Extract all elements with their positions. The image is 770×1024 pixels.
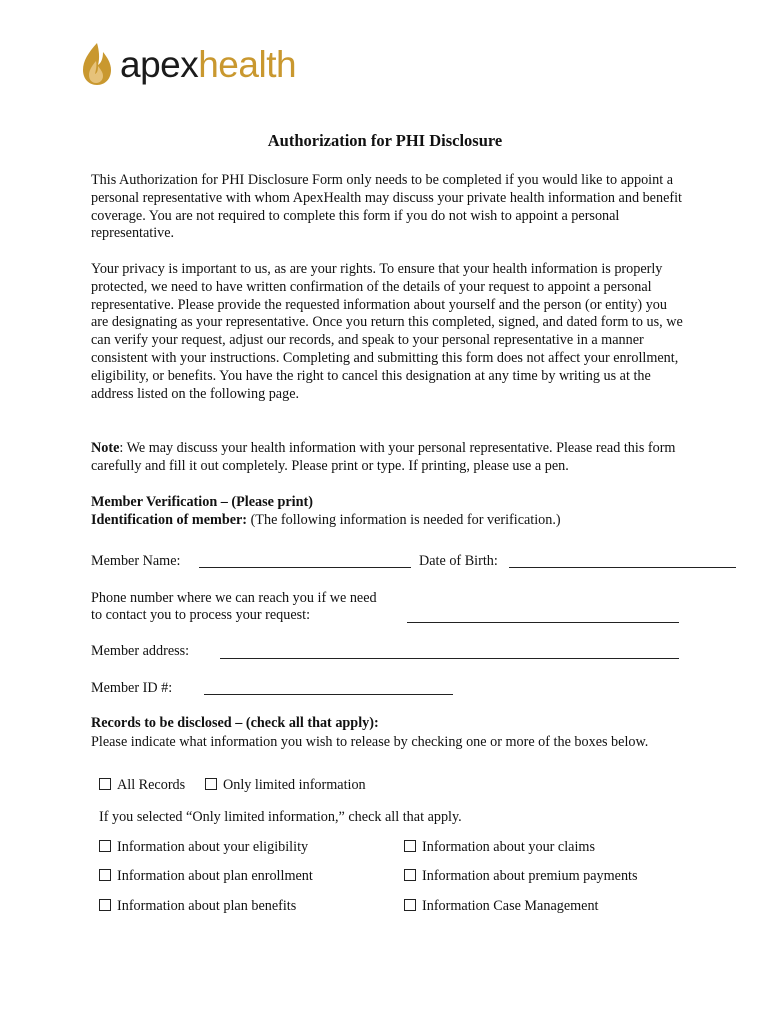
option-plan-enrollment[interactable]: [99, 867, 313, 885]
page-title: Authorization for PHI Disclosure: [267, 131, 503, 150]
checkbox-eligibility[interactable]: [99, 840, 111, 852]
note-paragraph: [91, 440, 686, 476]
member-verification-heading: Member Verification – (Please print): [91, 494, 313, 510]
option-case-management-label: Information Case Management: [422, 898, 599, 914]
checkbox-premium-payments[interactable]: [404, 869, 416, 881]
checkbox-plan-enrollment[interactable]: [99, 869, 111, 881]
option-plan-benefits[interactable]: [99, 897, 296, 915]
phone-label-line2: to contact you to process your request:: [91, 607, 311, 623]
option-case-management[interactable]: [404, 897, 599, 915]
member-address-label: Member address:: [91, 643, 190, 659]
checkbox-case-management[interactable]: [404, 899, 416, 911]
checkbox-plan-benefits[interactable]: [99, 899, 111, 911]
dob-field[interactable]: [509, 567, 736, 568]
checkbox-claims[interactable]: [404, 840, 416, 852]
option-claims-label: Information about your claims: [422, 839, 595, 855]
option-plan-enrollment-label: Information about plan enrollment: [117, 868, 313, 884]
apexhealth-logo: [80, 38, 296, 90]
intro-paragraph-2: Your privacy is important to us, as are your rights. To ensure that your health information is properly protected, we need to have written confirmation of the details of your request to appoint a personal representative. Please provide the requested information about yourself and the person (or entity) you are designating as your representative. Once you return this completed, signed, and dated form to us, we can verify your request, adjust our records, and speak to your personal representative in a manner consistent with your instructions. Completing and submitting this form does not affect your enrollment, eligibility, or benefits. You have the right to cancel this designation at any time by writing us at the address listed on the following page.: [91, 261, 683, 402]
logo-wordmark: [120, 43, 297, 85]
limited-prompt: If you selected “Only limited information,” check all that apply.: [99, 809, 462, 825]
option-premium-payments-label: Information about premium payments: [422, 868, 638, 884]
note-text: : We may discuss your health information with your personal representative. Please read this form carefully and fill it out completely. Please print or type. If printing, please use a pen.: [91, 440, 676, 474]
intro-paragraph-1: This Authorization for PHI Disclosure Form only needs to be completed if you would like to appoint a personal representative with whom ApexHealth may discuss your private health information and benefit coverage. You are not required to complete this form if you do not wish to appoint a personal representative.: [91, 172, 682, 242]
option-all-records[interactable]: [99, 776, 185, 794]
phone-label-line1: Phone number where we can reach you if we need: [91, 590, 377, 606]
option-claims[interactable]: [404, 838, 595, 856]
flame-logo-icon: [80, 41, 114, 87]
dob-label: Date of Birth:: [419, 553, 498, 569]
member-id-field[interactable]: [204, 694, 453, 695]
option-premium-payments[interactable]: [404, 867, 638, 885]
option-all-records-label: All Records: [117, 777, 186, 793]
checkbox-all-records[interactable]: [99, 778, 111, 790]
option-limited-label: Only limited information: [223, 777, 366, 793]
phone-field[interactable]: [407, 622, 679, 623]
member-id-label: Member ID #:: [91, 680, 173, 696]
member-name-label: Member Name:: [91, 553, 181, 569]
checkbox-limited[interactable]: [205, 778, 217, 790]
identification-line: [91, 511, 561, 529]
option-eligibility[interactable]: [99, 838, 308, 856]
identification-label: Identification of member:: [91, 512, 248, 528]
note-label: Note: [91, 440, 120, 456]
records-instructions: Please indicate what information you wish to release by checking one or more of the boxes below.: [91, 734, 649, 750]
identification-text: (The following information is needed for verification.): [247, 512, 561, 528]
records-heading: Records to be disclosed – (check all that apply):: [91, 715, 379, 731]
option-eligibility-label: Information about your eligibility: [117, 839, 309, 855]
logo-health: health: [198, 43, 297, 85]
logo-apex: apex: [120, 43, 199, 85]
member-address-field[interactable]: [220, 658, 679, 659]
member-name-field[interactable]: [199, 567, 411, 568]
option-limited[interactable]: [205, 776, 366, 794]
option-plan-benefits-label: Information about plan benefits: [117, 898, 297, 914]
